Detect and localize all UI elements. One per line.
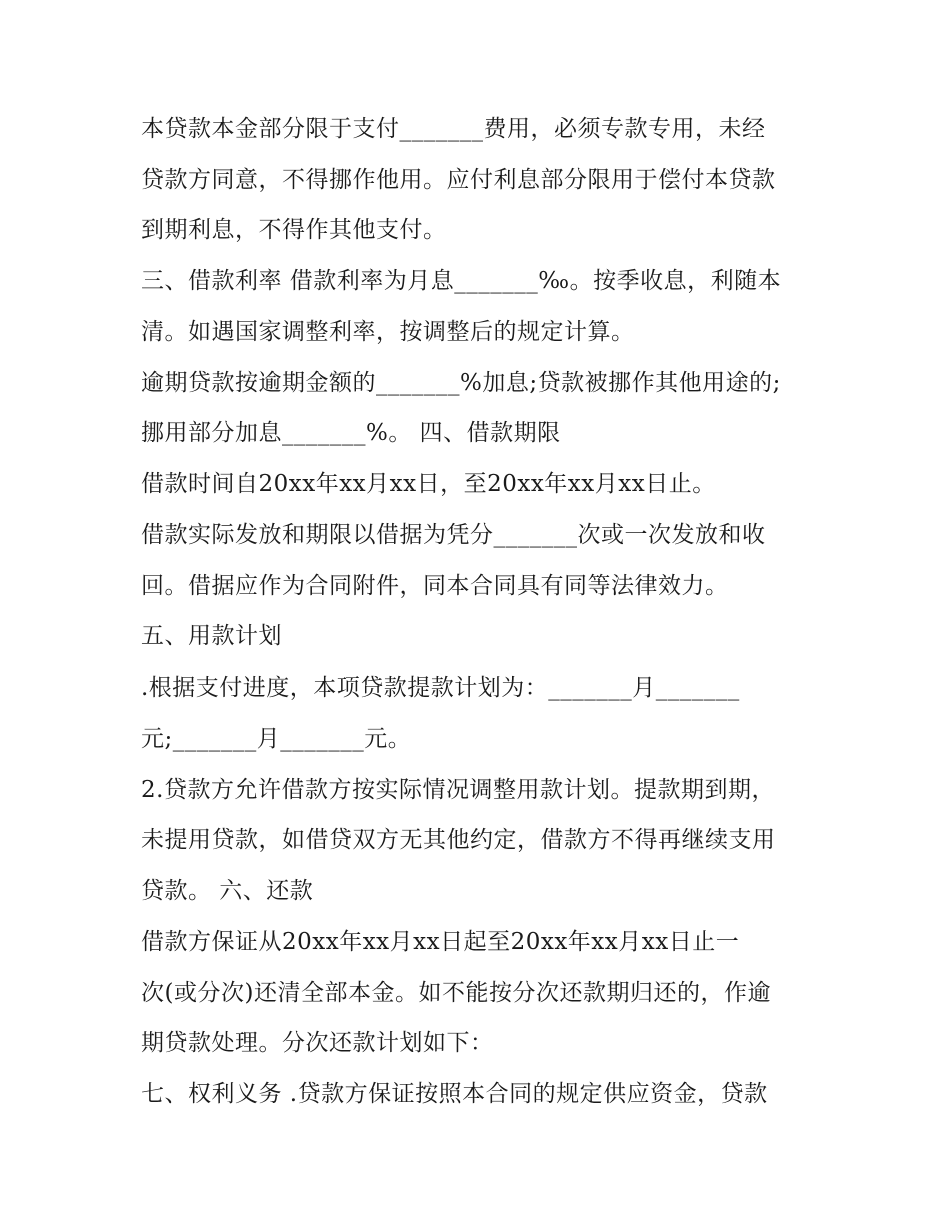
text-line: 次(或分次)还清全部本金。如不能按分次还款期归还的，作逾 (141, 980, 771, 1006)
section-heading-repayment: 贷款。 六、还款 (141, 878, 314, 904)
text-line: 借款时间自20xx年xx月xx日，至20xx年xx月xx日止。 (141, 471, 716, 497)
text-line: .根据支付进度，本项贷款提款计划为：_______月_______ (141, 675, 740, 701)
text-line: 元;_______月_______元。 (141, 726, 412, 752)
text-line: 本贷款本金部分限于支付_______费用，必须专款专用，未经 (141, 116, 766, 142)
section-heading-loan-term: 挪用部分加息_______%。 四、借款期限 (141, 420, 561, 446)
text-line: 期贷款处理。分次还款计划如下： (141, 1030, 494, 1056)
text-line: 回。借据应作为合同附件，同本合同具有同等法律效力。 (141, 573, 729, 599)
text-line: 到期利息，不得作其他支付。 (141, 217, 447, 243)
text-line: 2.贷款方允许借款方按实际情况调整用款计划。提款期到期， (141, 777, 775, 803)
section-heading-usage-plan: 五、用款计划 (141, 623, 282, 649)
text-line: 借款实际发放和期限以借据为凭分_______次或一次发放和收 (141, 522, 766, 548)
text-line: 借款方保证从20xx年xx月xx日起至20xx年xx月xx日止一 (141, 929, 740, 955)
text-line: 贷款方同意，不得挪作他用。应付利息部分限用于偿付本贷款 (141, 167, 776, 193)
text-line: 清。如遇国家调整利率，按调整后的规定计算。 (141, 319, 635, 345)
text-line: 未提用贷款，如借贷双方无其他约定，借款方不得再继续支用 (141, 827, 776, 853)
section-heading-interest-rate: 三、借款利率 借款利率为月息_______‰。按季收息，利随本 (141, 268, 782, 294)
text-line: 逾期贷款按逾期金额的_______%加息;贷款被挪作其他用途的; (141, 370, 781, 396)
section-heading-rights-obligations: 七、权利义务 .贷款方保证按照本合同的规定供应资金，贷款 (141, 1081, 768, 1107)
